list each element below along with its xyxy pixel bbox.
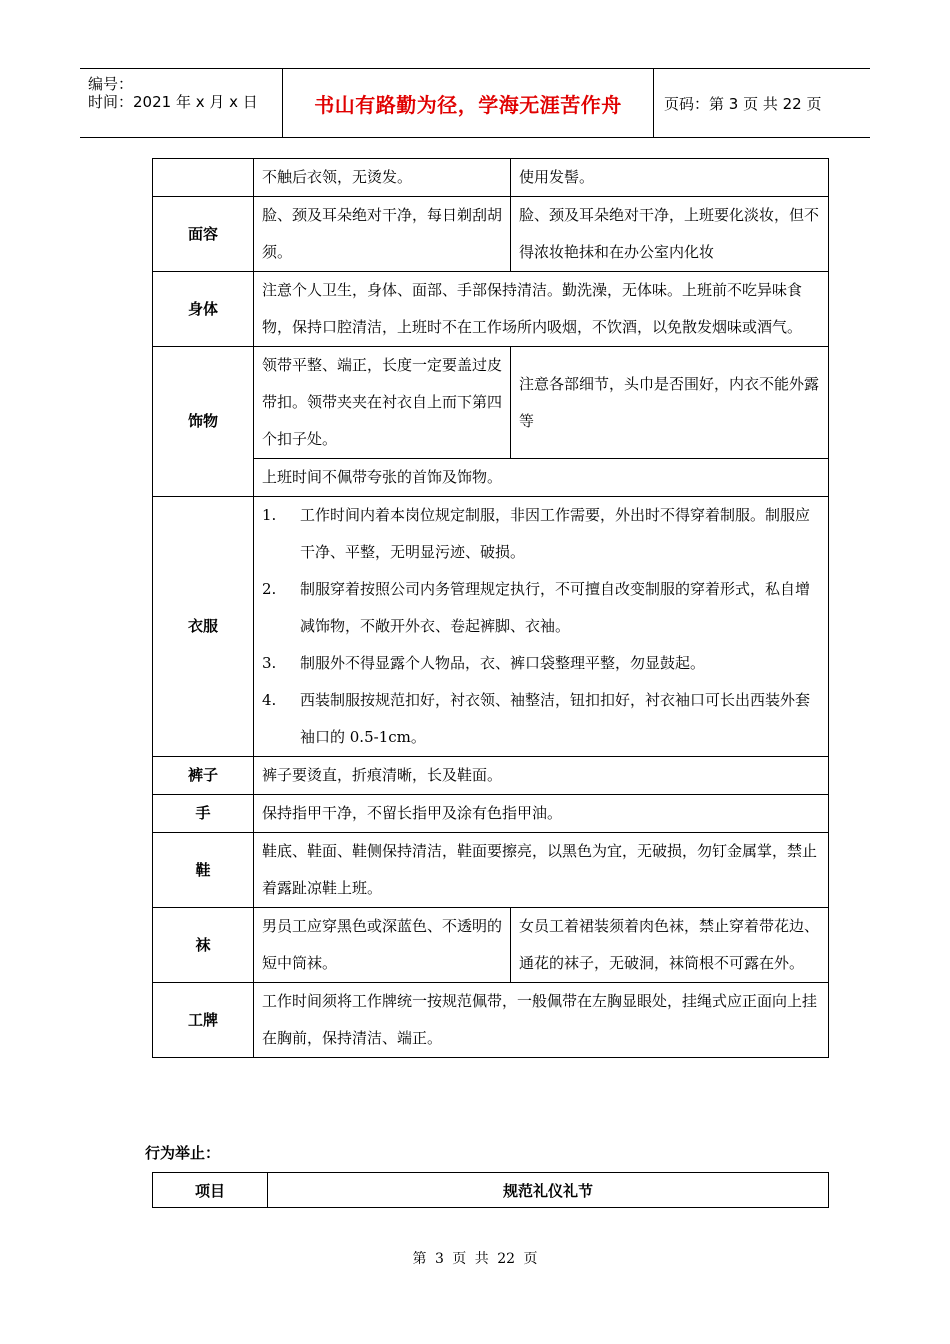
rule-cell: 上班时间不佩带夸张的首饰及饰物。 [254,459,829,497]
category-cell: 袜 [153,908,254,983]
page-header [80,68,870,138]
table-row [153,833,829,908]
table-row [153,197,829,272]
list-text: 制服外不得显露个人物品，衣、裤口袋整理平整，勿显鼓起。 [300,654,706,672]
male-rule-cell: 脸、颈及耳朵绝对干净，每日剃刮胡须。 [254,197,511,272]
rule-cell: 工作时间须将工作牌统一按规范佩带，一般佩带在左胸显眼处，挂绳式应正面向上挂在胸前，保持清洁、端正。 [254,983,829,1058]
header-motto: 书山有路勤为径，学海无涯苦作舟 [283,69,654,137]
category-cell: 裤子 [153,757,254,795]
male-rule-cell: 不触后衣领，无烫发。 [254,159,511,197]
table-row [153,497,829,757]
rule-cell: 保持指甲干净，不留长指甲及涂有色指甲油。 [254,795,829,833]
table-header-row [153,1173,829,1208]
rule-cell: 裤子要烫直，折痕清晰，长及鞋面。 [254,757,829,795]
document-number-label: 编号： [88,75,134,93]
header-meta [80,69,283,137]
list-item [262,571,820,645]
list-item [262,497,820,571]
header-page-info: 页码：第 3 页 共 22 页 [664,94,822,113]
list-text: 西装制服按规范扣好，衬衣领、袖整洁，钮扣扣好，衬衣袖口可长出西装外套袖口的 0.5-1cm。 [300,691,811,746]
page-footer: 第 3 页 共 22 页 [412,1251,538,1267]
rule-list-cell [254,497,829,757]
column-header-item: 项目 [153,1173,268,1208]
table-row [153,347,829,459]
table-row [153,459,829,497]
list-text: 制服穿着按照公司内务管理规定执行，不可擅自改变制服的穿着形式，私自增减饰物，不敞开外衣、卷起裤脚、衣袖。 [300,580,811,635]
list-item [262,682,820,756]
table-row [153,795,829,833]
category-cell: 饰物 [153,347,254,497]
list-text: 工作时间内着本岗位规定制服，非因工作需要，外出时不得穿着制服。制服应干净、平整，无明显污迹、破损。 [300,506,811,561]
category-cell: 工牌 [153,983,254,1058]
table-row [153,757,829,795]
category-cell: 面容 [153,197,254,272]
female-rule-cell: 脸、颈及耳朵绝对干净，上班要化淡妆，但不得浓妆艳抹和在办公室内化妆 [511,197,829,272]
table-row [153,272,829,347]
category-cell: 衣服 [153,497,254,757]
rule-cell: 注意个人卫生，身体、面部、手部保持清洁。勤洗澡，无体味。上班前不吃异味食物，保持口腔清洁，上班时不在工作场所内吸烟，不饮酒，以免散发烟味或酒气。 [254,272,829,347]
category-cell: 鞋 [153,833,254,908]
list-number: 4. [262,691,277,709]
column-header-rule: 规范礼仪礼节 [268,1173,829,1208]
female-rule-cell: 女员工着裙装须着肉色袜，禁止穿着带花边、通花的袜子，无破洞，袜筒根不可露在外。 [511,908,829,983]
table-row [153,983,829,1058]
table-row [153,908,829,983]
female-rule-cell: 注意各部细节，头巾是否围好，内衣不能外露等 [511,347,829,459]
dress-code-table [152,158,829,1058]
male-rule-cell: 男员工应穿黑色或深蓝色、不透明的短中筒袜。 [254,908,511,983]
list-number: 1. [262,506,277,524]
list-item [262,645,820,682]
table-row [153,159,829,197]
behavior-table [152,1172,829,1208]
male-rule-cell: 领带平整、端正，长度一定要盖过皮带扣。领带夹夹在衬衣自上而下第四个扣子处。 [254,347,511,459]
list-number: 2. [262,580,277,598]
section-title: 行为举止： [145,1144,221,1162]
female-rule-cell: 使用发髻。 [511,159,829,197]
document-date: 时间：2021 年 x 月 x 日 [88,93,258,111]
category-cell [153,159,254,197]
rule-cell: 鞋底、鞋面、鞋侧保持清洁，鞋面要擦亮，以黑色为宜，无破损，勿钉金属掌，禁止着露趾凉鞋上班。 [254,833,829,908]
list-number: 3. [262,654,277,672]
category-cell: 身体 [153,272,254,347]
category-cell: 手 [153,795,254,833]
